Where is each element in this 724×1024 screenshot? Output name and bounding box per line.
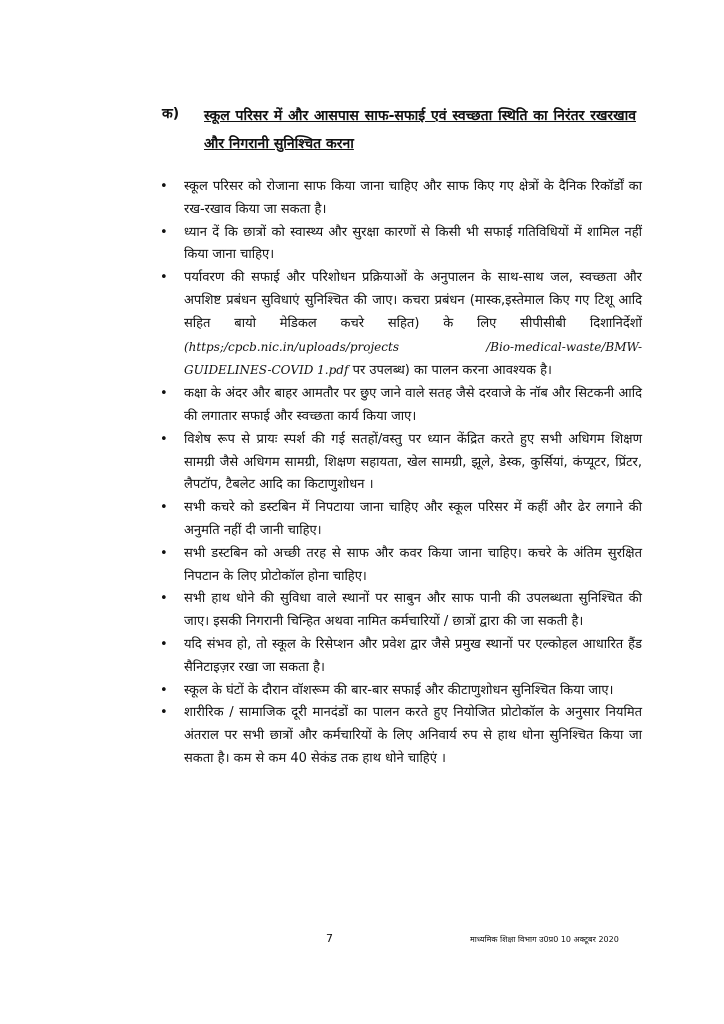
bullet-icon: •	[160, 682, 168, 698]
list-item-text: सभी कचरे को डस्टबिन में निपटाया जाना चाहिए और स्कूल परिसर में कहीं और ढेर लगाने की अनुमति नहीं दी जानी चाहिए।	[184, 500, 642, 538]
list-item	[158, 222, 642, 268]
bullet-icon: •	[160, 500, 168, 516]
list-item-text: स्कूल के घंटों के दौरान वॉशरूम की बार-बार सफाई और कीटाणुशोधन सुनिश्चित किया जाए।	[184, 682, 614, 698]
list-item	[158, 267, 642, 383]
bullet-icon: •	[160, 431, 168, 447]
list-item	[158, 588, 642, 634]
bullet-icon: •	[160, 636, 168, 652]
bullet-icon: •	[160, 179, 168, 194]
list-item-text: शारीरिक / सामाजिक दूरी मानदंडों का पालन करते हुए नियोजित प्रोटोकॉल के अनुसार नियमित अंतराल पर सभी छात्रों और कर्मचारियों के लिए अनिवार्य रुप से हाथ धोना सुनिश्चित किया जा सकता है। कम से कम 40 सेकंड तक हाथ धोने चाहिएं ।	[184, 705, 642, 766]
list-item-text: सभी हाथ धोने की सुविधा वाले स्थानों पर साबुन और साफ पानी की उपलब्धता सुनिश्चित की जाए। इसकी निगरानी चिन्हित अथवा नामित कर्मचारियों / छात्रों द्वारा की जा सकती है।	[184, 591, 642, 630]
list-item	[158, 429, 642, 497]
list-item-text: कक्षा के अंदर और बाहर आमतौर पर छुए जाने वाले सतह जैसे दरवाजे के नॉब और सिटकनी आदि की लगातार सफाई और स्वच्छता कार्य किया जाए।	[184, 386, 642, 424]
bullet-icon: •	[160, 545, 168, 561]
list-item	[158, 383, 642, 429]
list-item-text: यदि संभव हो, तो स्कूल के रिसेप्शन और प्रवेश द्वार जैसे प्रमुख स्थानों पर एल्कोहल आधारित हैंड सैनिटाइज़र रखा जा सकता है।	[184, 636, 642, 675]
list-item	[158, 176, 642, 222]
list-item-text: विशेष रूप से प्रायः स्पर्श की गई सतहों/वस्तु पर ध्यान केंद्रित करते हुए सभी अधिगम शिक्षण सामग्री जैसे अधिगम सामग्री, शिक्षण सहायता, खेल सामग्री, झूले, डेस्क, कुर्सियां, कंप्यूटर, प्रिंटर, लैपटॉप, टैबलेट आदि का किटाणुशोधन ।	[184, 431, 642, 493]
bullet-icon: •	[160, 270, 168, 286]
bullet-icon: •	[160, 591, 168, 607]
guideline-list	[158, 176, 642, 771]
list-item	[158, 702, 642, 770]
section-label: क)	[162, 106, 180, 122]
footer-note: माध्यमिक शिक्षा विभाग उ0प्र0 10 अक्टूबर 2020	[470, 935, 619, 944]
page-number: 7	[326, 932, 333, 945]
list-item-text-tail: पर उपलब्ध) का पालन करना आवश्यक है।	[352, 363, 552, 379]
bullet-icon: •	[160, 224, 168, 240]
bullet-icon: •	[160, 386, 168, 402]
list-item	[158, 497, 642, 543]
bullet-icon: •	[160, 705, 168, 721]
list-item-text: स्कूल परिसर को रोजाना साफ किया जाना चाहिए और साफ किए गए क्षेत्रों के दैनिक रिकॉर्डों का रख-रखाव किया जा सकता है।	[184, 179, 642, 217]
section-heading: स्कूल परिसर में और आसपास साफ-सफाई एवं स्वच्छता स्थिति का निरंतर रखरखाव और निगरानी सुनिश्चित करना	[204, 108, 636, 152]
list-item	[158, 543, 642, 589]
list-item	[158, 634, 642, 680]
list-item-text: पर्यावरण की सफाई और परिशोधन प्रक्रियाओं के अनुपालन के साथ-साथ जल, स्वच्छता और अपशिष्ट प्रबंधन सुविधाएं सुनिश्चित की जाए। कचरा प्रबंधन (मास्क,इस्तेमाल किए गए टिशू आदि सहित बायो मेडिकल कचरे सहित) के लिए सीपीसीबी दिशानिर्देशों	[184, 270, 642, 331]
list-item-text: ध्यान दें कि छात्रों को स्वास्थ्य और सुरक्षा कारणों से किसी भी सफाई गतिविधियों में शामिल नहीं किया जाना चाहिए।	[184, 224, 642, 263]
list-item-text: सभी डस्टबिन को अच्छी तरह से साफ और कवर किया जाना चाहिए। कचरे के अंतिम सुरक्षित निपटान के लिए प्रोटोकॉल होना चाहिए।	[184, 545, 642, 584]
cpcb-guidelines-link[interactable]: (https;/cpcb.nic.in/uploads/projects /Bio-medical-waste/BMW-GUIDELINES-COVID 1.pdf	[184, 339, 642, 378]
list-item	[158, 680, 642, 703]
